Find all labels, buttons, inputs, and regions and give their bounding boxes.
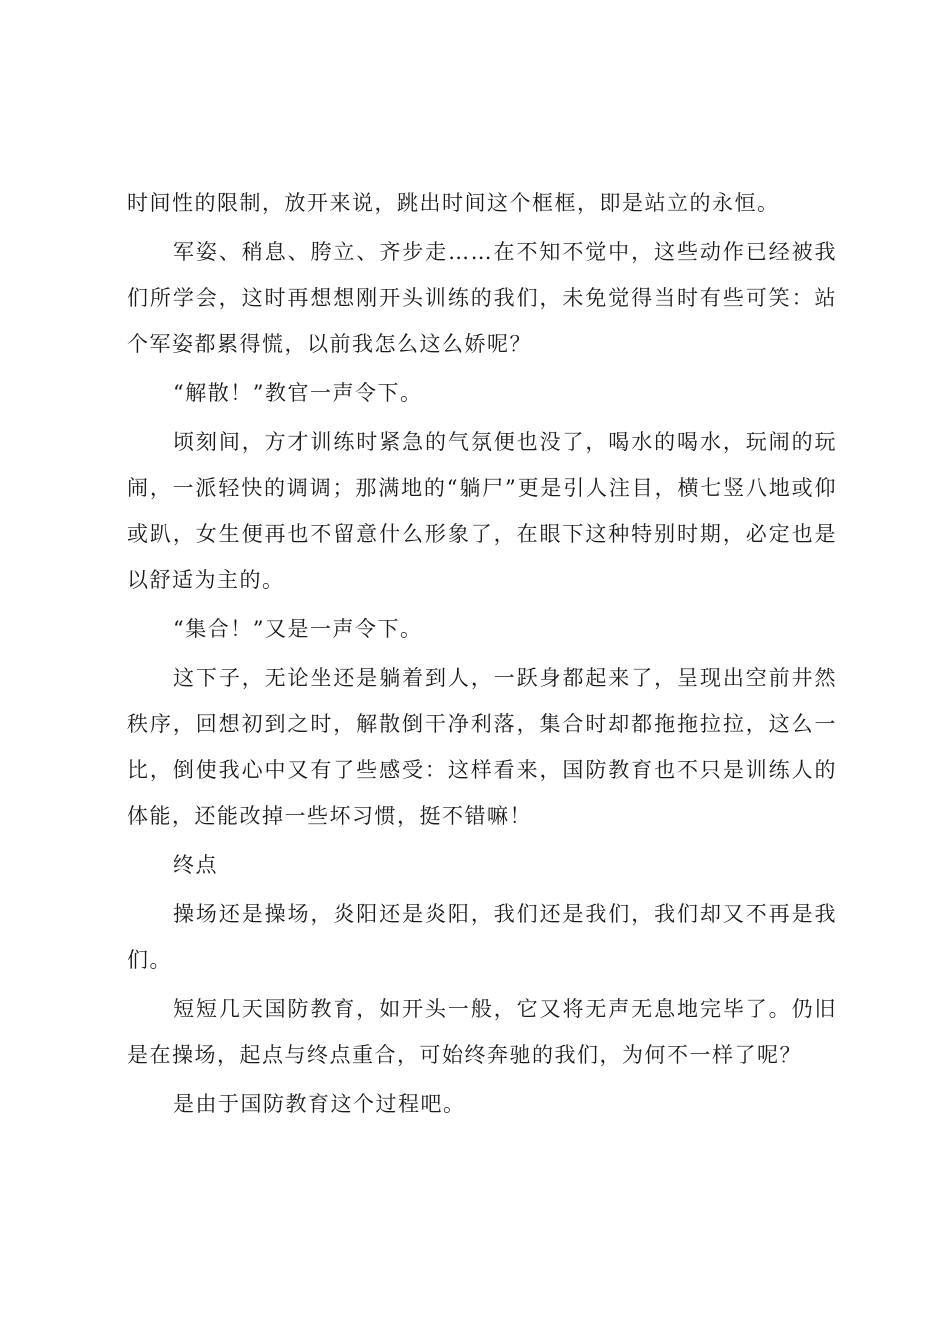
paragraph: 短短几天国防教育，如开头一般，它又将无声无息地完毕了。仍旧是在操场，起点与终点重合，可始终奔驰的我们，为何不一样了呢？ xyxy=(127,997,837,1067)
paragraph: “解散！”教官一声令下。 xyxy=(173,381,423,405)
document-body xyxy=(127,180,837,1130)
paragraph: 这下子，无论坐还是躺着到人，一跃身都起来了，呈现出空前井然秩序，回想初到之时，解散倒干净利落，集合时却都拖拖拉拉，这么一比，倒使我心中又有了些感受：这样看来，国防教育也不只是训练人的体能，还能改掉一些坏习惯，挺不错嘛！ xyxy=(127,666,837,828)
paragraph: 顷刻间，方才训练时紧急的气氛便也没了，喝水的喝水，玩闹的玩闹，一派轻快的调调；那满地的“躺尸”更是引人注目，横七竖八地或仰或趴，女生便再也不留意什么形象了，在眼下这种特别时期，必定也是以舒适为主的。 xyxy=(127,430,837,592)
paragraph: 是由于国防教育这个过程吧。 xyxy=(173,1092,466,1116)
paragraph: “集合！”又是一声令下。 xyxy=(173,617,423,641)
paragraph: 操场还是操场，炎阳还是炎阳，我们还是我们，我们却又不再是我们。 xyxy=(127,902,837,972)
paragraph: 时间性的限制，放开来说，跳出时间这个框框，即是站立的永恒。 xyxy=(127,191,780,215)
section-heading: 终点 xyxy=(173,853,218,877)
paragraph: 军姿、稍息、胯立、齐步走……在不知不觉中，这些动作已经被我们所学会，这时再想想刚开头训练的我们，未免觉得当时有些可笑：站个军姿都累得慌，以前我怎么这么娇呢？ xyxy=(127,240,837,356)
